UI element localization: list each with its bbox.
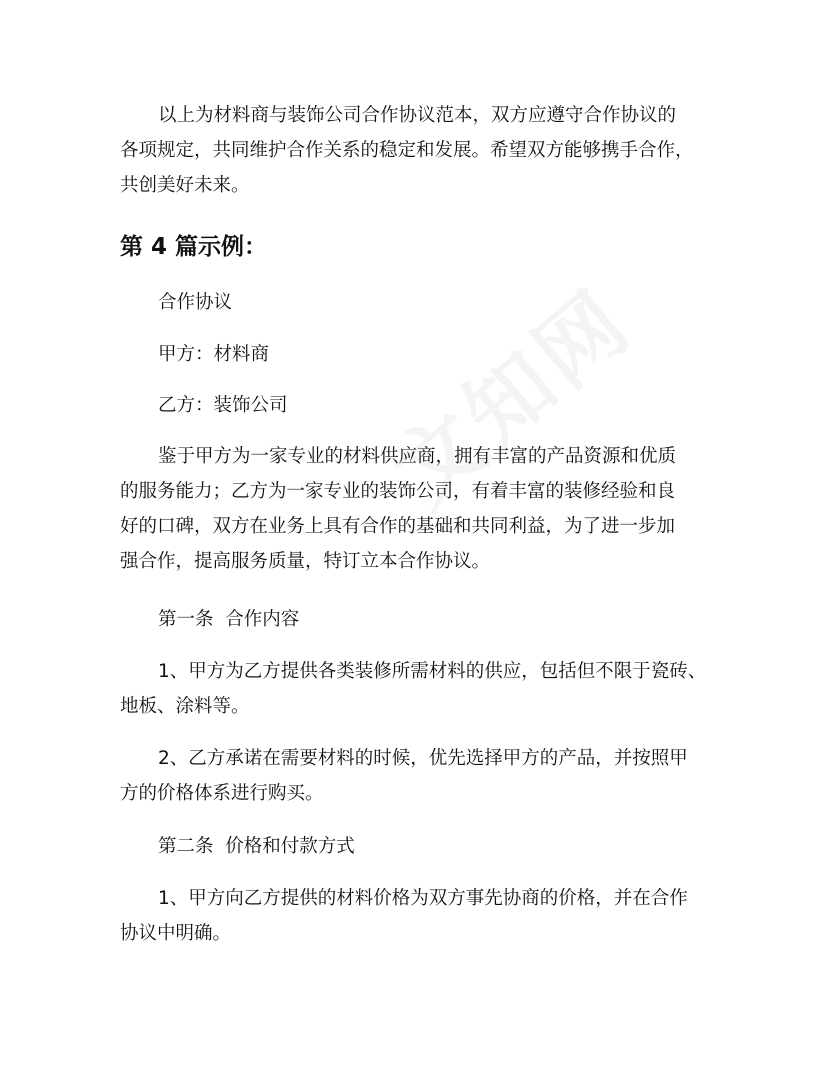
text-line: 1、甲方向乙方提供的材料价格为双方事先协商的价格，并在合作 — [158, 888, 688, 909]
text-line: 1、甲方为乙方提供各类装修所需材料的供应，包括但不限于瓷砖、 — [158, 661, 707, 682]
article1-item1 — [120, 654, 730, 724]
text-line: 方的价格体系进行购买。 — [120, 783, 324, 804]
preamble-paragraph — [120, 439, 730, 579]
text-line: 2、乙方承诺在需要材料的时候，优先选择甲方的产品，并按照甲 — [158, 748, 688, 769]
text-line: 好的口碑，双方在业务上具有合作的基础和共同利益，为了进一步加 — [120, 516, 676, 537]
intro-paragraph — [120, 98, 730, 203]
article2-title: 第二条 价格和付款方式 — [158, 836, 355, 857]
section-heading: 第 4 篇示例： — [120, 234, 268, 260]
article2-item1 — [120, 881, 730, 951]
article1-item2 — [120, 741, 730, 811]
party-a: 甲方：材料商 — [158, 344, 270, 365]
text-line: 协议中明确。 — [120, 923, 232, 944]
text-line: 各项规定，共同维护合作关系的稳定和发展。希望双方能够携手合作， — [120, 140, 694, 161]
text-line: 以上为材料商与装饰公司合作协议范本，双方应遵守合作协议的 — [158, 105, 677, 126]
party-b: 乙方：装饰公司 — [158, 395, 288, 416]
text-line: 鉴于甲方为一家专业的材料供应商，拥有丰富的产品资源和优质 — [158, 446, 677, 467]
text-line: 强合作，提高服务质量，特订立本合作协议。 — [120, 551, 491, 572]
text-line: 共创美好未来。 — [120, 175, 250, 196]
agreement-title: 合作协议 — [158, 292, 233, 313]
text-line: 地板、涂料等。 — [120, 696, 250, 717]
article1-title: 第一条 合作内容 — [158, 609, 300, 630]
text-line: 的服务能力；乙方为一家专业的装饰公司，有着丰富的装修经验和良 — [120, 481, 676, 502]
